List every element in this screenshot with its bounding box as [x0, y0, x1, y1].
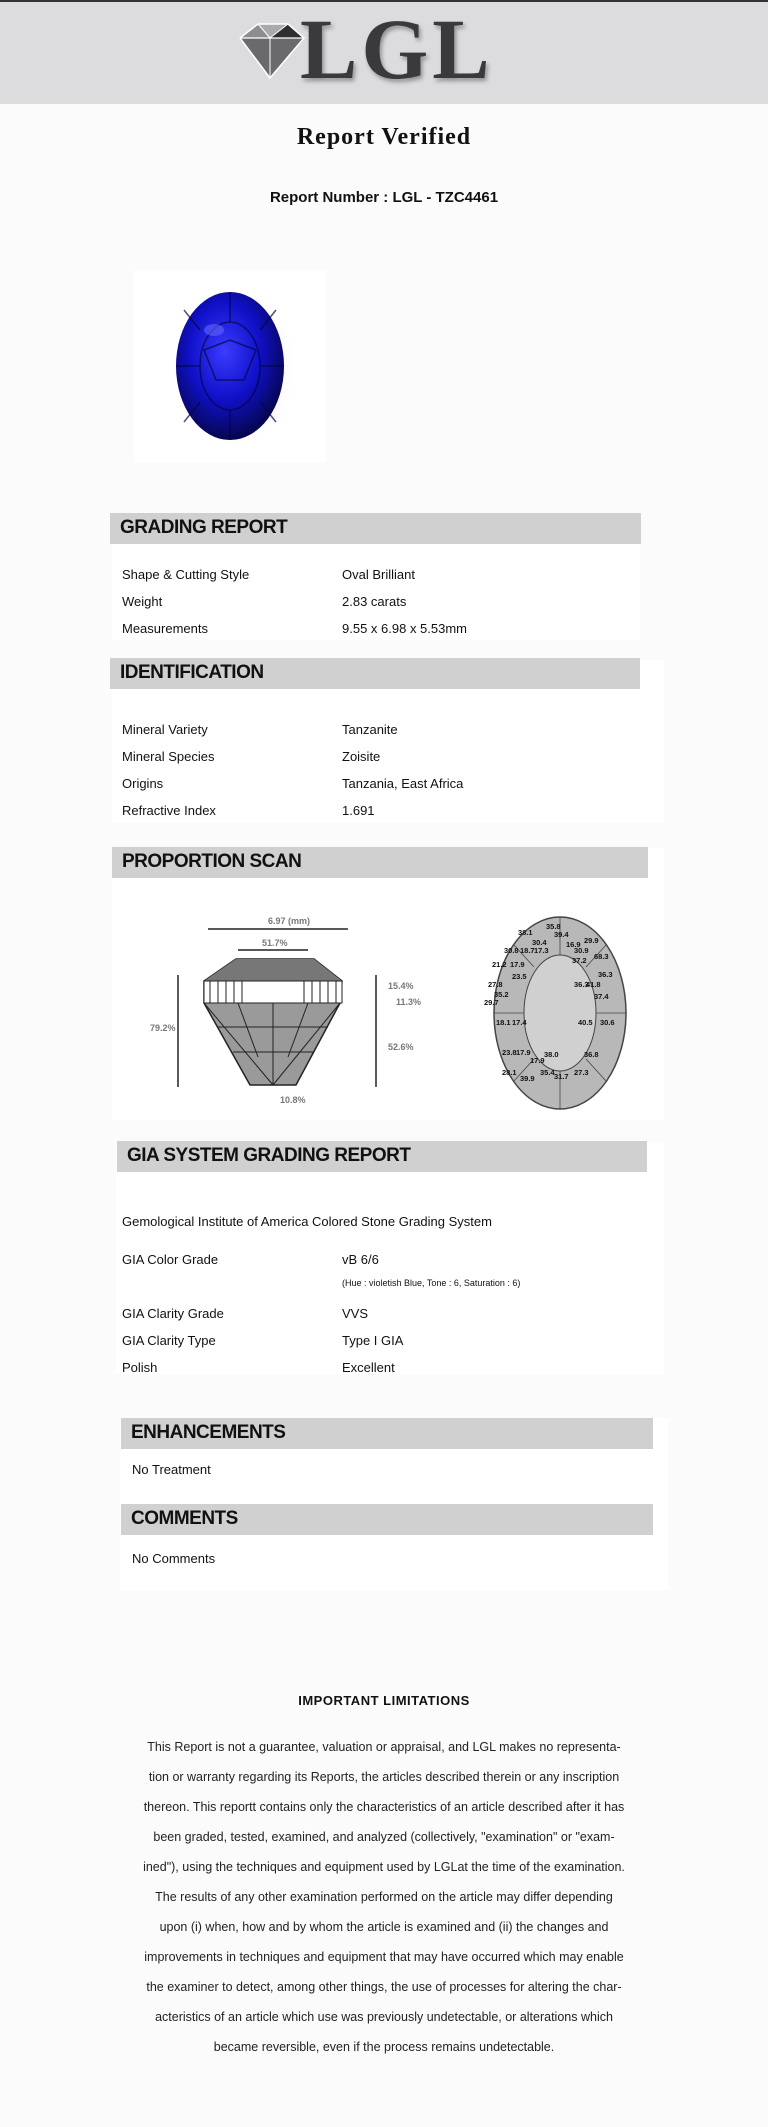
- top-view-value: 17.9: [510, 960, 525, 969]
- limitations-body: [112, 1732, 656, 2062]
- mineral-species-value: Zoisite: [342, 749, 381, 764]
- crown-height-label: 15.4%: [388, 981, 414, 991]
- width-label: 6.97 (mm): [268, 916, 311, 926]
- limitations-line: The results of any other examination performed on the article may differ depending: [155, 1890, 613, 1904]
- weight-value: 2.83 carats: [342, 594, 407, 609]
- culet-label: 10.8%: [280, 1095, 306, 1105]
- table-pct-label: 51.7%: [262, 938, 288, 948]
- mineral-variety-label: Mineral Variety: [122, 722, 208, 737]
- top-view-value: 35.8: [546, 922, 561, 931]
- top-view-value: 36.3: [574, 980, 589, 989]
- top-view-value: 18.7: [520, 946, 535, 955]
- top-view-diagram: [474, 907, 646, 1119]
- top-view-value: 30.6: [600, 1018, 615, 1027]
- top-view-value: 28.1: [502, 1068, 517, 1077]
- top-view-value: 27.8: [488, 980, 503, 989]
- top-view-value: 37.2: [572, 956, 587, 965]
- limitations-line: thereon. This reportt contains only the characteristics of an article described after it has: [143, 1800, 625, 1814]
- identification-heading: IDENTIFICATION: [110, 658, 640, 689]
- limitations-line: tion or warranty regarding its Reports, the articles described therein or any inscription: [148, 1770, 620, 1784]
- grading-report-heading: GRADING REPORT: [110, 513, 641, 544]
- top-view-value: 35.4: [540, 1068, 555, 1077]
- girdle-label: 11.3%: [396, 997, 422, 1007]
- diamond-logo-icon: [232, 18, 308, 82]
- gia-clarity-type-label: GIA Clarity Type: [122, 1333, 216, 1348]
- origins-label: Origins: [122, 776, 164, 791]
- profile-diagram: [118, 907, 448, 1117]
- limitations-heading: IMPORTANT LIMITATIONS: [298, 1693, 470, 1708]
- top-view-value: 36.3: [598, 970, 613, 979]
- refractive-index-label: Refractive Index: [122, 803, 216, 818]
- total-depth-label: 79.2%: [150, 1023, 176, 1033]
- top-view-value: 30.9: [574, 946, 589, 955]
- limitations-line: acteristics of an article which use was previously undetectable, or alterations which: [155, 2010, 613, 2024]
- top-view-value: 37.4: [594, 992, 609, 1001]
- top-view-value: 17.4: [512, 1018, 527, 1027]
- gia-color-note: (Hue : violetish Blue, Tone : 6, Saturation : 6): [342, 1278, 521, 1288]
- logo-wordmark: LGL: [300, 1, 494, 97]
- top-view-value: 18.1: [496, 1018, 511, 1027]
- top-view-value: 35.2: [494, 990, 509, 999]
- top-view-value: 40.5: [578, 1018, 593, 1027]
- top-view-value: 38.0: [544, 1050, 559, 1059]
- top-view-value: 16.9: [566, 940, 581, 949]
- limitations-line: been graded, tested, examined, and analyzed (collectively, "examination" or "exam-: [153, 1830, 615, 1844]
- gia-intro: Gemological Institute of America Colored Stone Grading System: [122, 1214, 492, 1229]
- comments-heading: COMMENTS: [121, 1504, 653, 1535]
- enhancements-text: No Treatment: [132, 1462, 211, 1477]
- polish-label: Polish: [122, 1360, 158, 1375]
- mineral-variety-value: Tanzanite: [342, 722, 398, 737]
- top-view-value: 31.7: [554, 1072, 569, 1081]
- limitations-line: became reversible, even if the process remains undetectable.: [213, 2040, 555, 2054]
- top-view-value: 27.3: [574, 1068, 589, 1077]
- origins-value: Tanzania, East Africa: [342, 776, 464, 791]
- gia-clarity-grade-value: VVS: [342, 1306, 369, 1321]
- top-view-value: 30.4: [532, 938, 547, 947]
- mineral-species-label: Mineral Species: [122, 749, 215, 764]
- measurements-value: 9.55 x 6.98 x 5.53mm: [342, 621, 468, 636]
- pavilion-depth-label: 52.6%: [388, 1042, 414, 1052]
- measurements-label: Measurements: [122, 621, 208, 636]
- top-view-value: 23.5: [512, 972, 527, 981]
- gia-color-label: GIA Color Grade: [122, 1252, 219, 1267]
- shape-label: Shape & Cutting Style: [122, 567, 250, 582]
- top-view-value: 23.8: [502, 1048, 517, 1057]
- top-view-value: 39.9: [520, 1074, 535, 1083]
- shape-value: Oval Brilliant: [342, 567, 415, 582]
- limitations-line: the examiner to detect, among other things, the use of processes for altering the char-: [146, 1980, 622, 1994]
- limitations-line: This Report is not a guarantee, valuation or appraisal, and LGL makes no representa-: [147, 1740, 621, 1754]
- top-view-value: 38.1: [518, 928, 533, 937]
- top-view-value: 21.2: [492, 960, 507, 969]
- page-title: Report Verified: [296, 124, 472, 150]
- gia-clarity-type-value: Type I GIA: [342, 1333, 404, 1348]
- top-view-value: 30.8: [504, 946, 519, 955]
- limitations-line: upon (i) when, how and by whom the article is examined and (ii) the changes and: [159, 1920, 609, 1934]
- gia-color-value: vB 6/6: [342, 1252, 379, 1267]
- top-view-value: 29.9: [584, 936, 599, 945]
- top-view-value: 68.3: [594, 952, 609, 961]
- gia-heading: GIA SYSTEM GRADING REPORT: [117, 1141, 647, 1172]
- report-number: Report Number : LGL - TZC4461: [269, 189, 499, 206]
- proportion-scan-heading: PROPORTION SCAN: [112, 847, 648, 878]
- gemstone-photo: [134, 270, 326, 462]
- top-view-value: 29.7: [484, 998, 499, 1007]
- top-view-value: 17.3: [534, 946, 549, 955]
- polish-value: Excellent: [342, 1360, 395, 1375]
- gia-clarity-grade-label: GIA Clarity Grade: [122, 1306, 224, 1321]
- refractive-index-value: 1.691: [342, 803, 375, 818]
- limitations-line: ined"), using the techniques and equipment used by LGLat the time of the examination.: [143, 1860, 625, 1874]
- top-view-value: 17.9: [530, 1056, 545, 1065]
- top-view-value: 36.8: [584, 1050, 599, 1059]
- top-view-value: 39.4: [554, 930, 569, 939]
- top-view-value: 41.8: [586, 980, 601, 989]
- limitations-line: improvements in techniques and equipment that may have occurred which may enable: [144, 1950, 624, 1964]
- enhancements-heading: ENHANCEMENTS: [121, 1418, 653, 1449]
- weight-label: Weight: [122, 594, 163, 609]
- top-view-value: 17.9: [516, 1048, 531, 1057]
- comments-text: No Comments: [132, 1551, 216, 1566]
